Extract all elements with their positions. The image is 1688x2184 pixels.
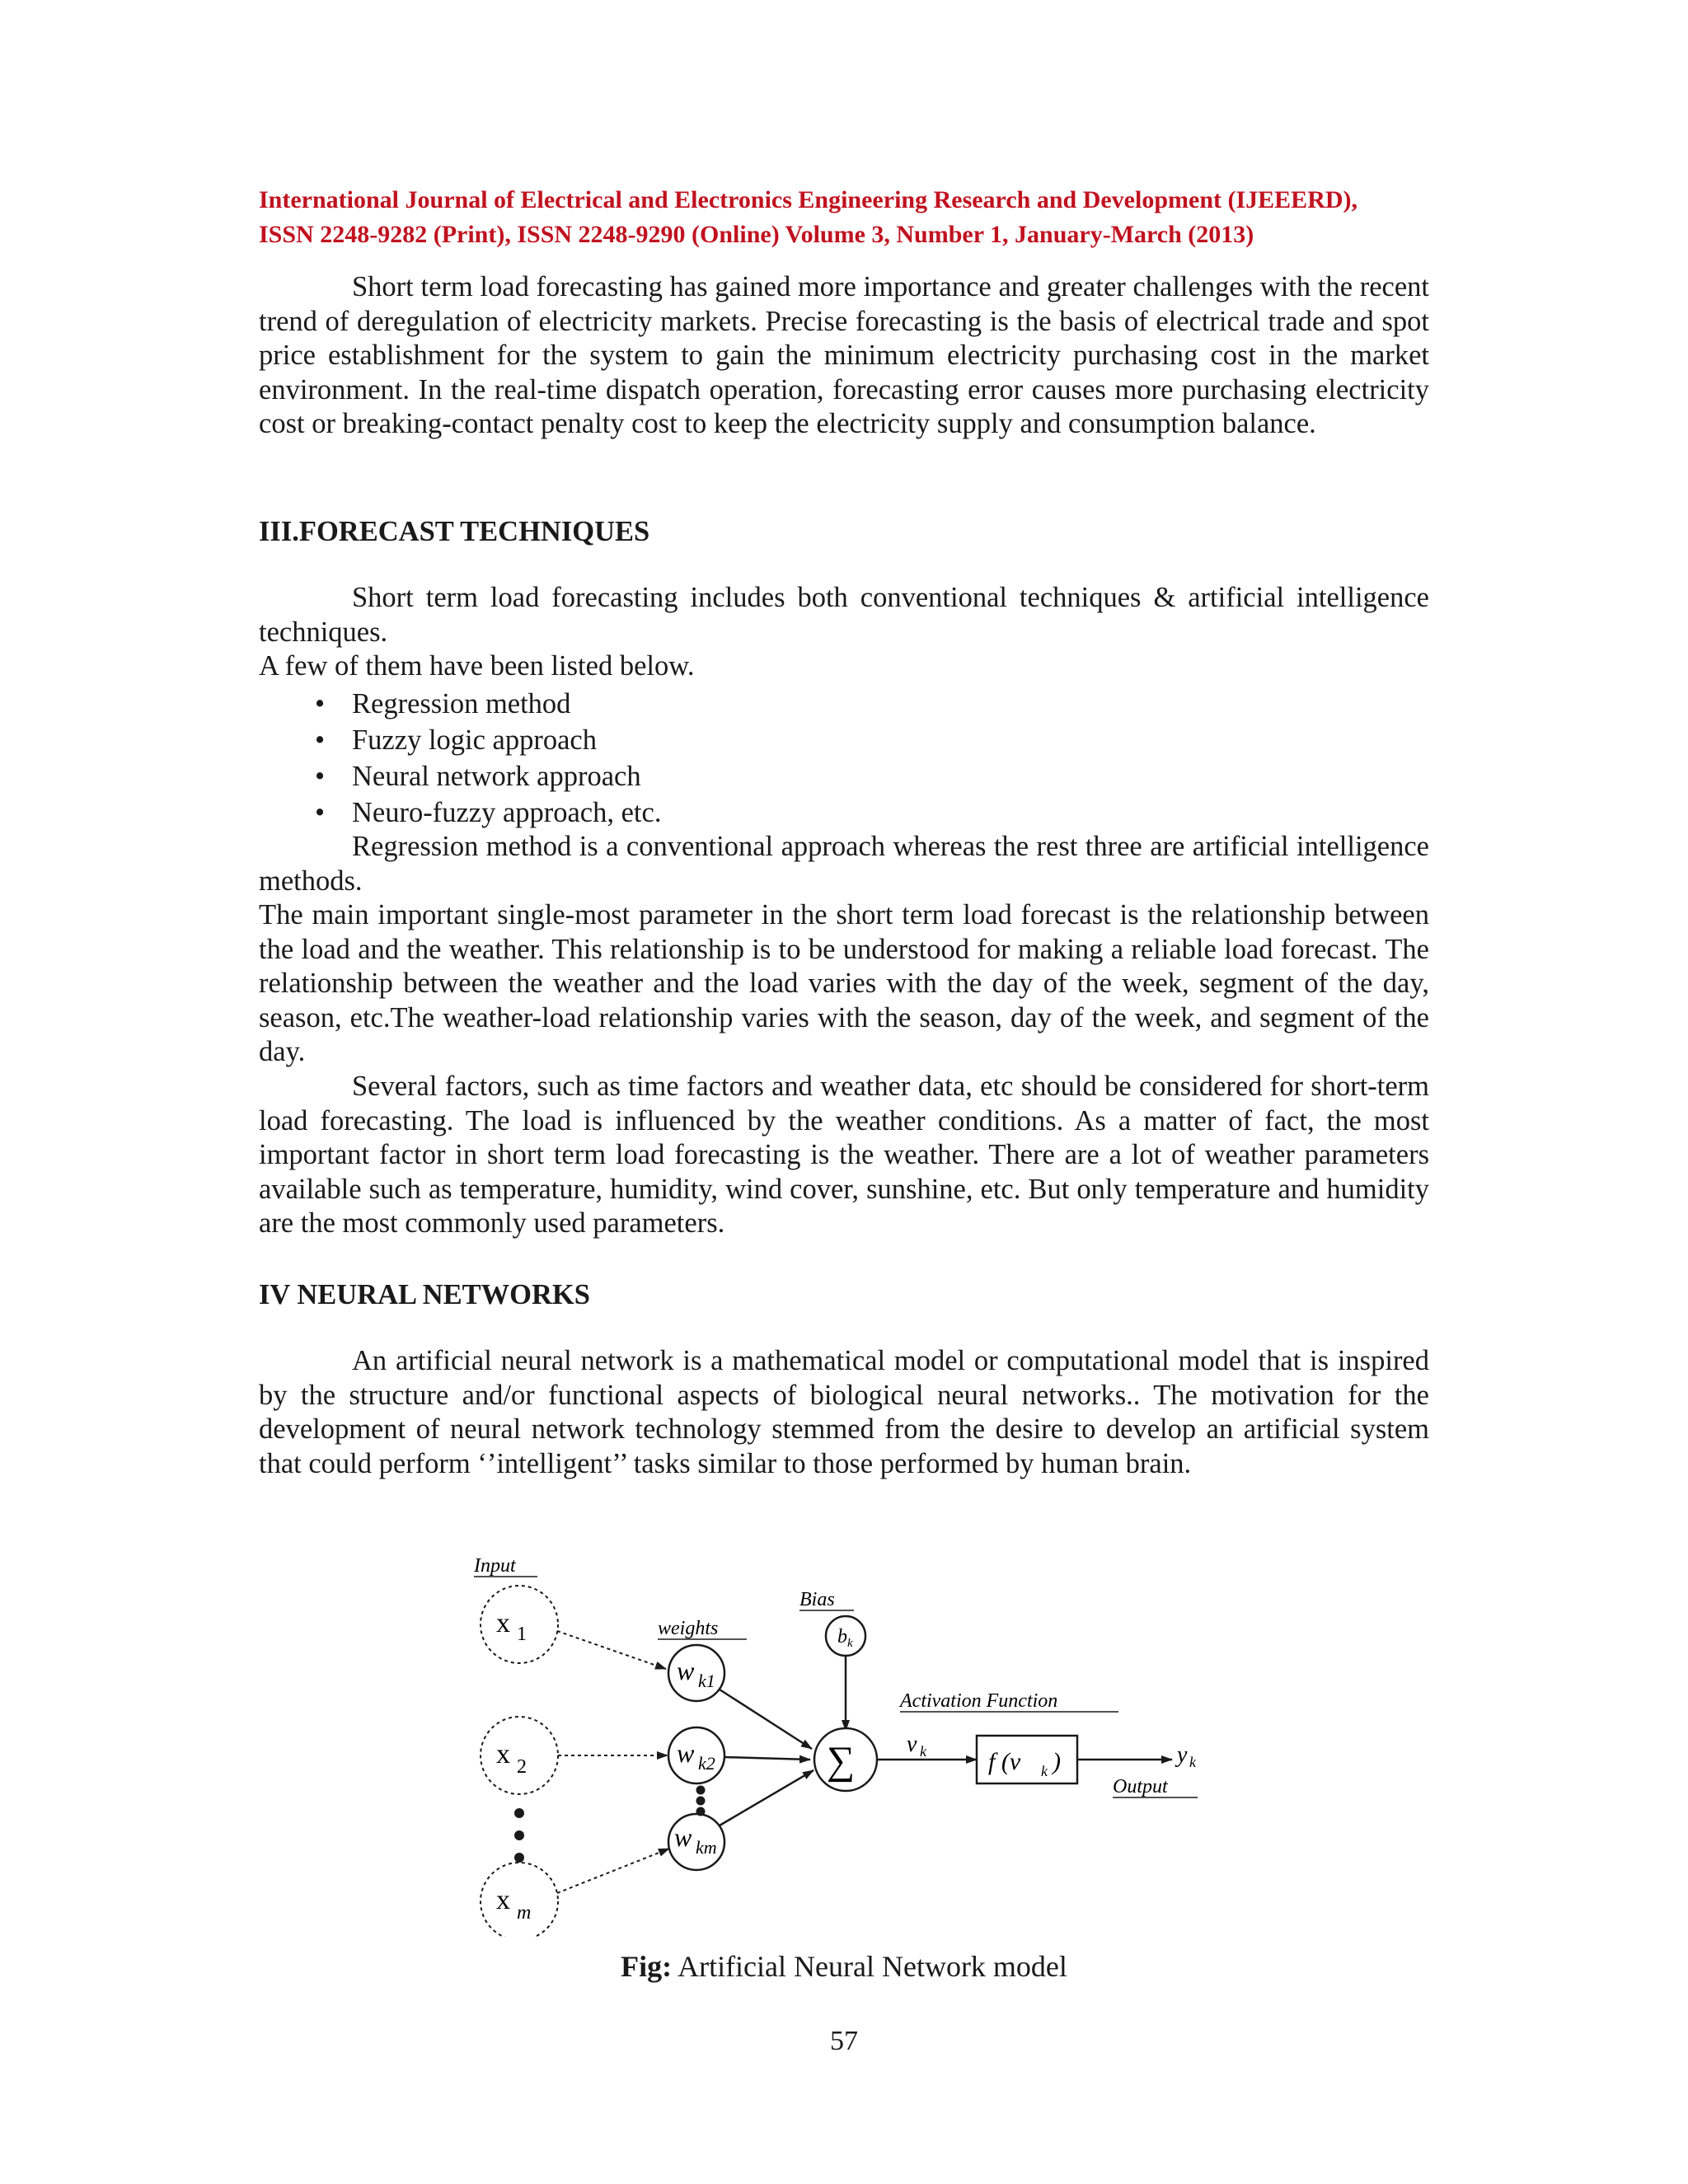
summation-node xyxy=(814,1728,877,1791)
journal-header xyxy=(259,183,1429,252)
yk-label: y xyxy=(1177,1742,1188,1768)
input-ellipsis-icon xyxy=(514,1808,524,1863)
input-node-xm xyxy=(481,1863,558,1937)
output-label: Output xyxy=(1113,1776,1168,1797)
bias-label: Bias xyxy=(799,1589,835,1610)
bullet-icon: • xyxy=(315,797,326,828)
svg-text:w: w xyxy=(674,1822,692,1852)
caption-label: Fig: xyxy=(621,1950,673,1983)
sigma-icon: ∑ xyxy=(827,1739,856,1783)
figure-caption xyxy=(0,1949,1688,1984)
section3-para2: A few of them have been listed below. xyxy=(259,650,695,682)
svg-text:k1: k1 xyxy=(698,1671,715,1691)
page-number: 57 xyxy=(830,2026,858,2056)
list-item: • Regression method xyxy=(259,686,1429,722)
bullet-icon: • xyxy=(315,724,326,756)
section3-heading: III.FORECAST TECHNIQUES xyxy=(259,516,650,547)
section3-para4: The main important single-most parameter in the short term load forecast is the relationship between the load and the weather. This relationship is to be understood for making a reliable load forecast. The relationship between the weather and the load varies with the day of the week, segment of the day, season, etc.The weather-load relationship varies with the season, day of the week, and segment of the day. xyxy=(259,899,1429,1067)
svg-text:m: m xyxy=(517,1902,532,1924)
svg-text:km: km xyxy=(696,1837,717,1858)
svg-text:w: w xyxy=(677,1656,695,1685)
journal-header-line2: ISSN 2248-9282 (Print), ISSN 2248-9290 (Online) Volume 3, Number 1, January-March (2013) xyxy=(259,221,1254,248)
weights-label: weights xyxy=(658,1618,719,1639)
input-label: Input xyxy=(474,1555,516,1577)
svg-text:f (v: f (v xyxy=(988,1748,1021,1775)
svg-text:x: x xyxy=(496,1608,510,1638)
neuron-diagram xyxy=(462,1549,1220,1937)
svg-text:w: w xyxy=(677,1738,695,1768)
svg-text:x: x xyxy=(496,1885,510,1915)
input-node-x1 xyxy=(481,1586,558,1663)
svg-text:b: b xyxy=(837,1626,847,1647)
activation-function-box xyxy=(977,1736,1077,1783)
neural-network-figure xyxy=(462,1549,1220,1937)
weight-ellipsis-icon xyxy=(696,1786,706,1816)
section4-heading: IV NEURAL NETWORKS xyxy=(259,1279,590,1310)
svg-text:k: k xyxy=(1041,1763,1048,1779)
list-item: • Neural network approach xyxy=(259,758,1429,794)
list-item: • Neuro-fuzzy approach, etc. xyxy=(259,794,1429,831)
weight-node-wk1 xyxy=(668,1645,724,1701)
bias-node xyxy=(826,1616,865,1656)
svg-text:k: k xyxy=(1189,1754,1196,1770)
section3-para3: Regression method is a conventional approach whereas the rest three are artificial intelligence methods. xyxy=(259,831,1429,897)
intro-paragraph: Short term load forecasting has gained more importance and greater challenges with the recent trend of deregulation of electricity markets. Precise forecasting is the basis of electrical trade and spot price establishment for the system to gain the minimum electricity purchasing cost in the market environment. In the real-time dispatch operation, forecasting error causes more purchasing electricity cost or breaking-contact penalty cost to keep the electricity supply and consumption balance. xyxy=(259,271,1429,439)
journal-header-line1: International Journal of Electrical and Electronics Engineering Research and Development (IJEEERD), xyxy=(259,186,1358,213)
weight-node-wk2 xyxy=(668,1727,724,1783)
svg-text:k2: k2 xyxy=(698,1753,715,1774)
section3-para5: Several factors, such as time factors and weather data, etc should be considered for short-term load forecasting. The load is influenced by the weather conditions. As a matter of fact, the most important factor in short term load forecasting is the weather. There are a lot of weather parameters available such as temperature, humidity, wind cover, sunshine, etc. But only temperature and humidity are the most commonly used parameters. xyxy=(259,1071,1429,1239)
activation-function-label: Activation Function xyxy=(900,1690,1058,1712)
section3-para1: Short term load forecasting includes both conventional techniques & artificial intelligence techniques. xyxy=(259,582,1429,648)
techniques-list xyxy=(259,686,1429,831)
svg-text:): ) xyxy=(1053,1748,1061,1775)
bullet-icon: • xyxy=(315,688,326,719)
input-node-x2 xyxy=(481,1717,558,1794)
list-item: • Fuzzy logic approach xyxy=(259,722,1429,758)
caption-text: Artificial Neural Network model xyxy=(672,1950,1067,1983)
svg-text:1: 1 xyxy=(517,1624,527,1645)
svg-text:2: 2 xyxy=(517,1756,527,1778)
weight-node-wkm xyxy=(668,1814,724,1870)
vk-label: v xyxy=(907,1732,917,1757)
section4-para1: An artificial neural network is a mathematical model or computational model that is inspired by the structure and/or functional aspects of biological neural networks.. The motivation for the development of neural network technology stemmed from the desire to develop an artificial system that could perform ‘’intelligent’’ tasks similar to those performed by human brain. xyxy=(259,1345,1429,1479)
bullet-icon: • xyxy=(315,761,326,792)
svg-text:x: x xyxy=(496,1739,510,1769)
svg-text:k: k xyxy=(920,1743,926,1760)
svg-text:k: k xyxy=(847,1637,853,1650)
